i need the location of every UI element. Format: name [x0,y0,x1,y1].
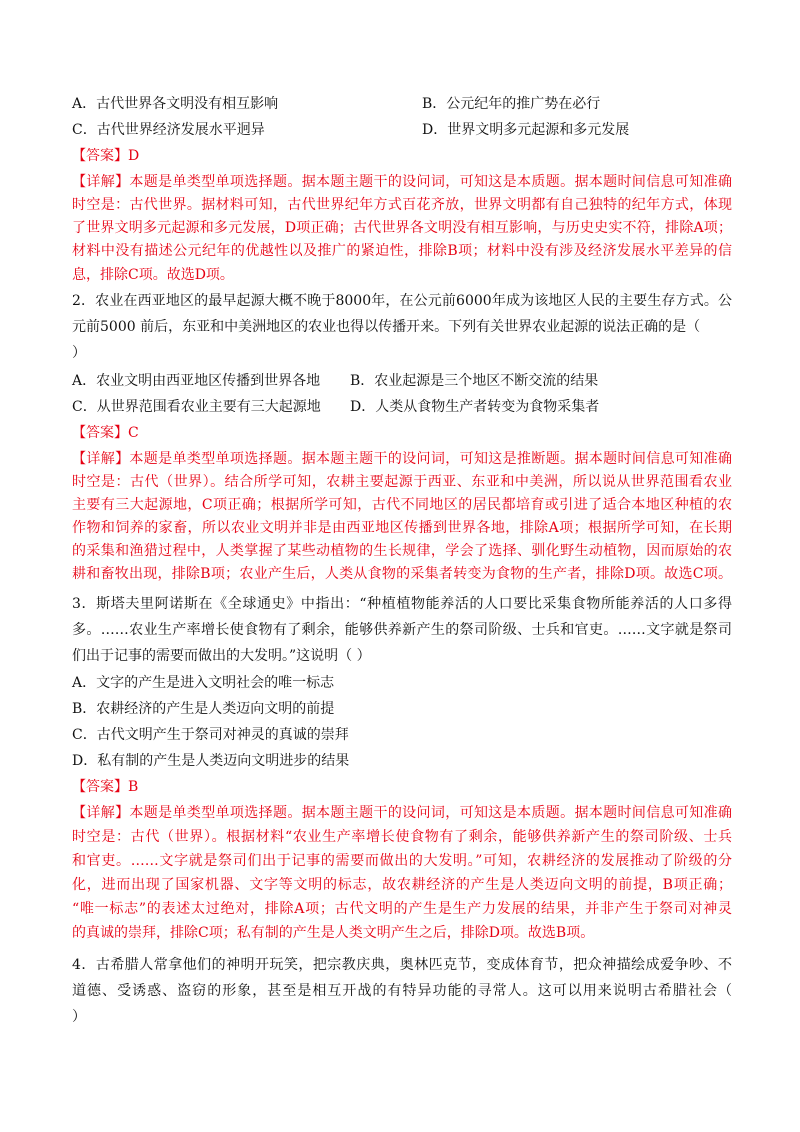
q1-option-c: C．古代世界经济发展水平迥异 [72,122,265,138]
q4-stem-line: 道德、受诱惑、盗窃的形象，甚至是相互开战的有特异功能的寻常人。这可以用来说明古希腊社会（ [72,983,732,999]
q2-option-row-cd [72,396,732,418]
q2-detail-line: 作物和饲养的家畜，所以农业文明并非是由西亚地区传播到世界各地，排除A项；根据所学可知，在长期 [72,520,732,536]
q2-option-c: C．从世界范围看农业主要有三大起源地 [72,399,321,415]
q2-option-b: B．农业起源是三个地区不断交流的结果 [350,373,599,389]
q1-detail-line: 了世界文明多元起源和多元发展，D项正确；古代世界各文明没有相互影响，与历史史实不符，排除A项； [72,220,732,236]
q1-option-d: D．世界文明多元起源和多元发展 [422,122,630,138]
q1-detail-line: 息，排除C项。故选D项。 [72,267,234,283]
q3-stem-line: 们出于记事的需要而做出的大发明。”这说明（ ） [72,648,371,664]
q2-stem-line: ） [72,345,86,361]
q2-option-a: A．农业文明由西亚地区传播到世界各地 [72,373,321,389]
q3-detail-line: 【详解】本题是单类型单项选择题。据本题主题干的设问词，可知这是本质题。据本题时间信息可知准确 [72,805,732,821]
q1-option-row-cd [72,119,732,141]
q3-option-a: A．文字的产生是进入文明社会的唯一标志 [72,675,335,691]
q3-option-d: D．私有制的产生是人类迈向文明进步的结果 [72,753,350,769]
q3-stem-line: 3．斯塔夫里阿诺斯在《全球通史》中指出：“种植植物能养活的人口要比采集食物所能养活的人口多得 [72,596,732,612]
q1-answer: 【答案】D [72,148,140,164]
q3-answer: 【答案】B [72,779,139,795]
q2-answer: 【答案】C [72,425,139,441]
q2-stem-line: 2．农业在西亚地区的最早起源大概不晚于8000年，在公元前6000年成为该地区人民的主要生存方式。公 [72,293,732,309]
q3-option-c: C．古代文明产生于祭司对神灵的真诚的崇拜 [72,727,349,743]
q2-detail-line: 的采集和渔猎过程中，人类掌握了某些动植物的生长规律，学会了选择、驯化野生动植物，因而原始的农 [72,543,732,559]
q2-detail-line: 【详解】本题是单类型单项选择题。据本题主题干的设问词，可知这是推断题。据本题时间信息可知准确 [72,451,732,467]
q2-option-d: D．人类从食物生产者转变为食物采集者 [350,399,600,415]
q1-detail-line: 时空是：古代世界。据材料可知，古代世界纪年方式百花齐放，世界文明都有自己独特的纪年方式，体现 [72,197,732,213]
q3-detail-line: “唯一标志”的表述太过绝对，排除A项；古代文明的产生是生产力发展的结果，并非产生于祭司对神灵 [72,901,732,917]
q1-option-b: B．公元纪年的推广势在必行 [422,96,601,112]
q4-stem-line: ） [72,1009,86,1025]
q2-option-row-ab [72,370,732,392]
q3-option-b: B．农耕经济的产生是人类迈向文明的前提 [72,701,335,717]
q3-detail-line: 的真诚的崇拜，排除C项；私有制的产生是人类文明产生之后，排除D项。故选B项。 [72,925,595,941]
q2-detail-line: 耕和畜牧出现，排除B项；农业产生后，人类从食物的采集者转变为食物的生产者，排除D项。故选C项。 [72,566,732,582]
q4-stem-line: 4．古希腊人常拿他们的神明开玩笑，把宗教庆典，奥林匹克节，变成体育节，把众神描绘成爱争吵、不 [72,957,732,973]
q3-detail-line: 化，进而出现了国家机器、文字等文明的标志，故农耕经济的产生是人类迈向文明的前提，B项正确； [72,877,732,893]
q3-detail-line: 和官吏。……文字就是祭司们出于记事的需要而做出的大发明。”可知，农耕经济的发展推动了阶级的分 [72,853,732,869]
q2-stem-line: 元前5000 前后，东亚和中美洲地区的农业也得以传播开来。下列有关世界农业起源的说法正确的是（ [72,319,701,335]
q2-detail-line: 时空是：古代（世界）。结合所学可知，农耕主要起源于西亚、东亚和中美洲，所以说从世界范围看农业 [72,474,732,490]
q1-detail-line: 【详解】本题是单类型单项选择题。据本题主题干的设问词，可知这是本质题。据本题时间信息可知准确 [72,174,732,190]
q1-option-row-ab [72,93,732,115]
q3-stem-line: 多。……农业生产率增长使食物有了剩余，能够供养新产生的祭司阶级、士兵和官吏。……文字就是祭司 [72,622,732,638]
q3-detail-line: 时空是：古代（世界）。根据材料“农业生产率增长使食物有了剩余，能够供养新产生的祭司阶级、士兵 [72,829,732,845]
q1-detail-line: 材料中没有描述公元纪年的优越性以及推广的紧迫性，排除B项；材料中没有涉及经济发展水平差异的信 [72,243,732,259]
q1-option-a: A．古代世界各文明没有相互影响 [72,96,279,112]
q2-detail-line: 主要有三大起源地，C项正确；根据所学可知，古代不同地区的居民都培育或引进了适合本地区种植的农 [72,497,732,513]
